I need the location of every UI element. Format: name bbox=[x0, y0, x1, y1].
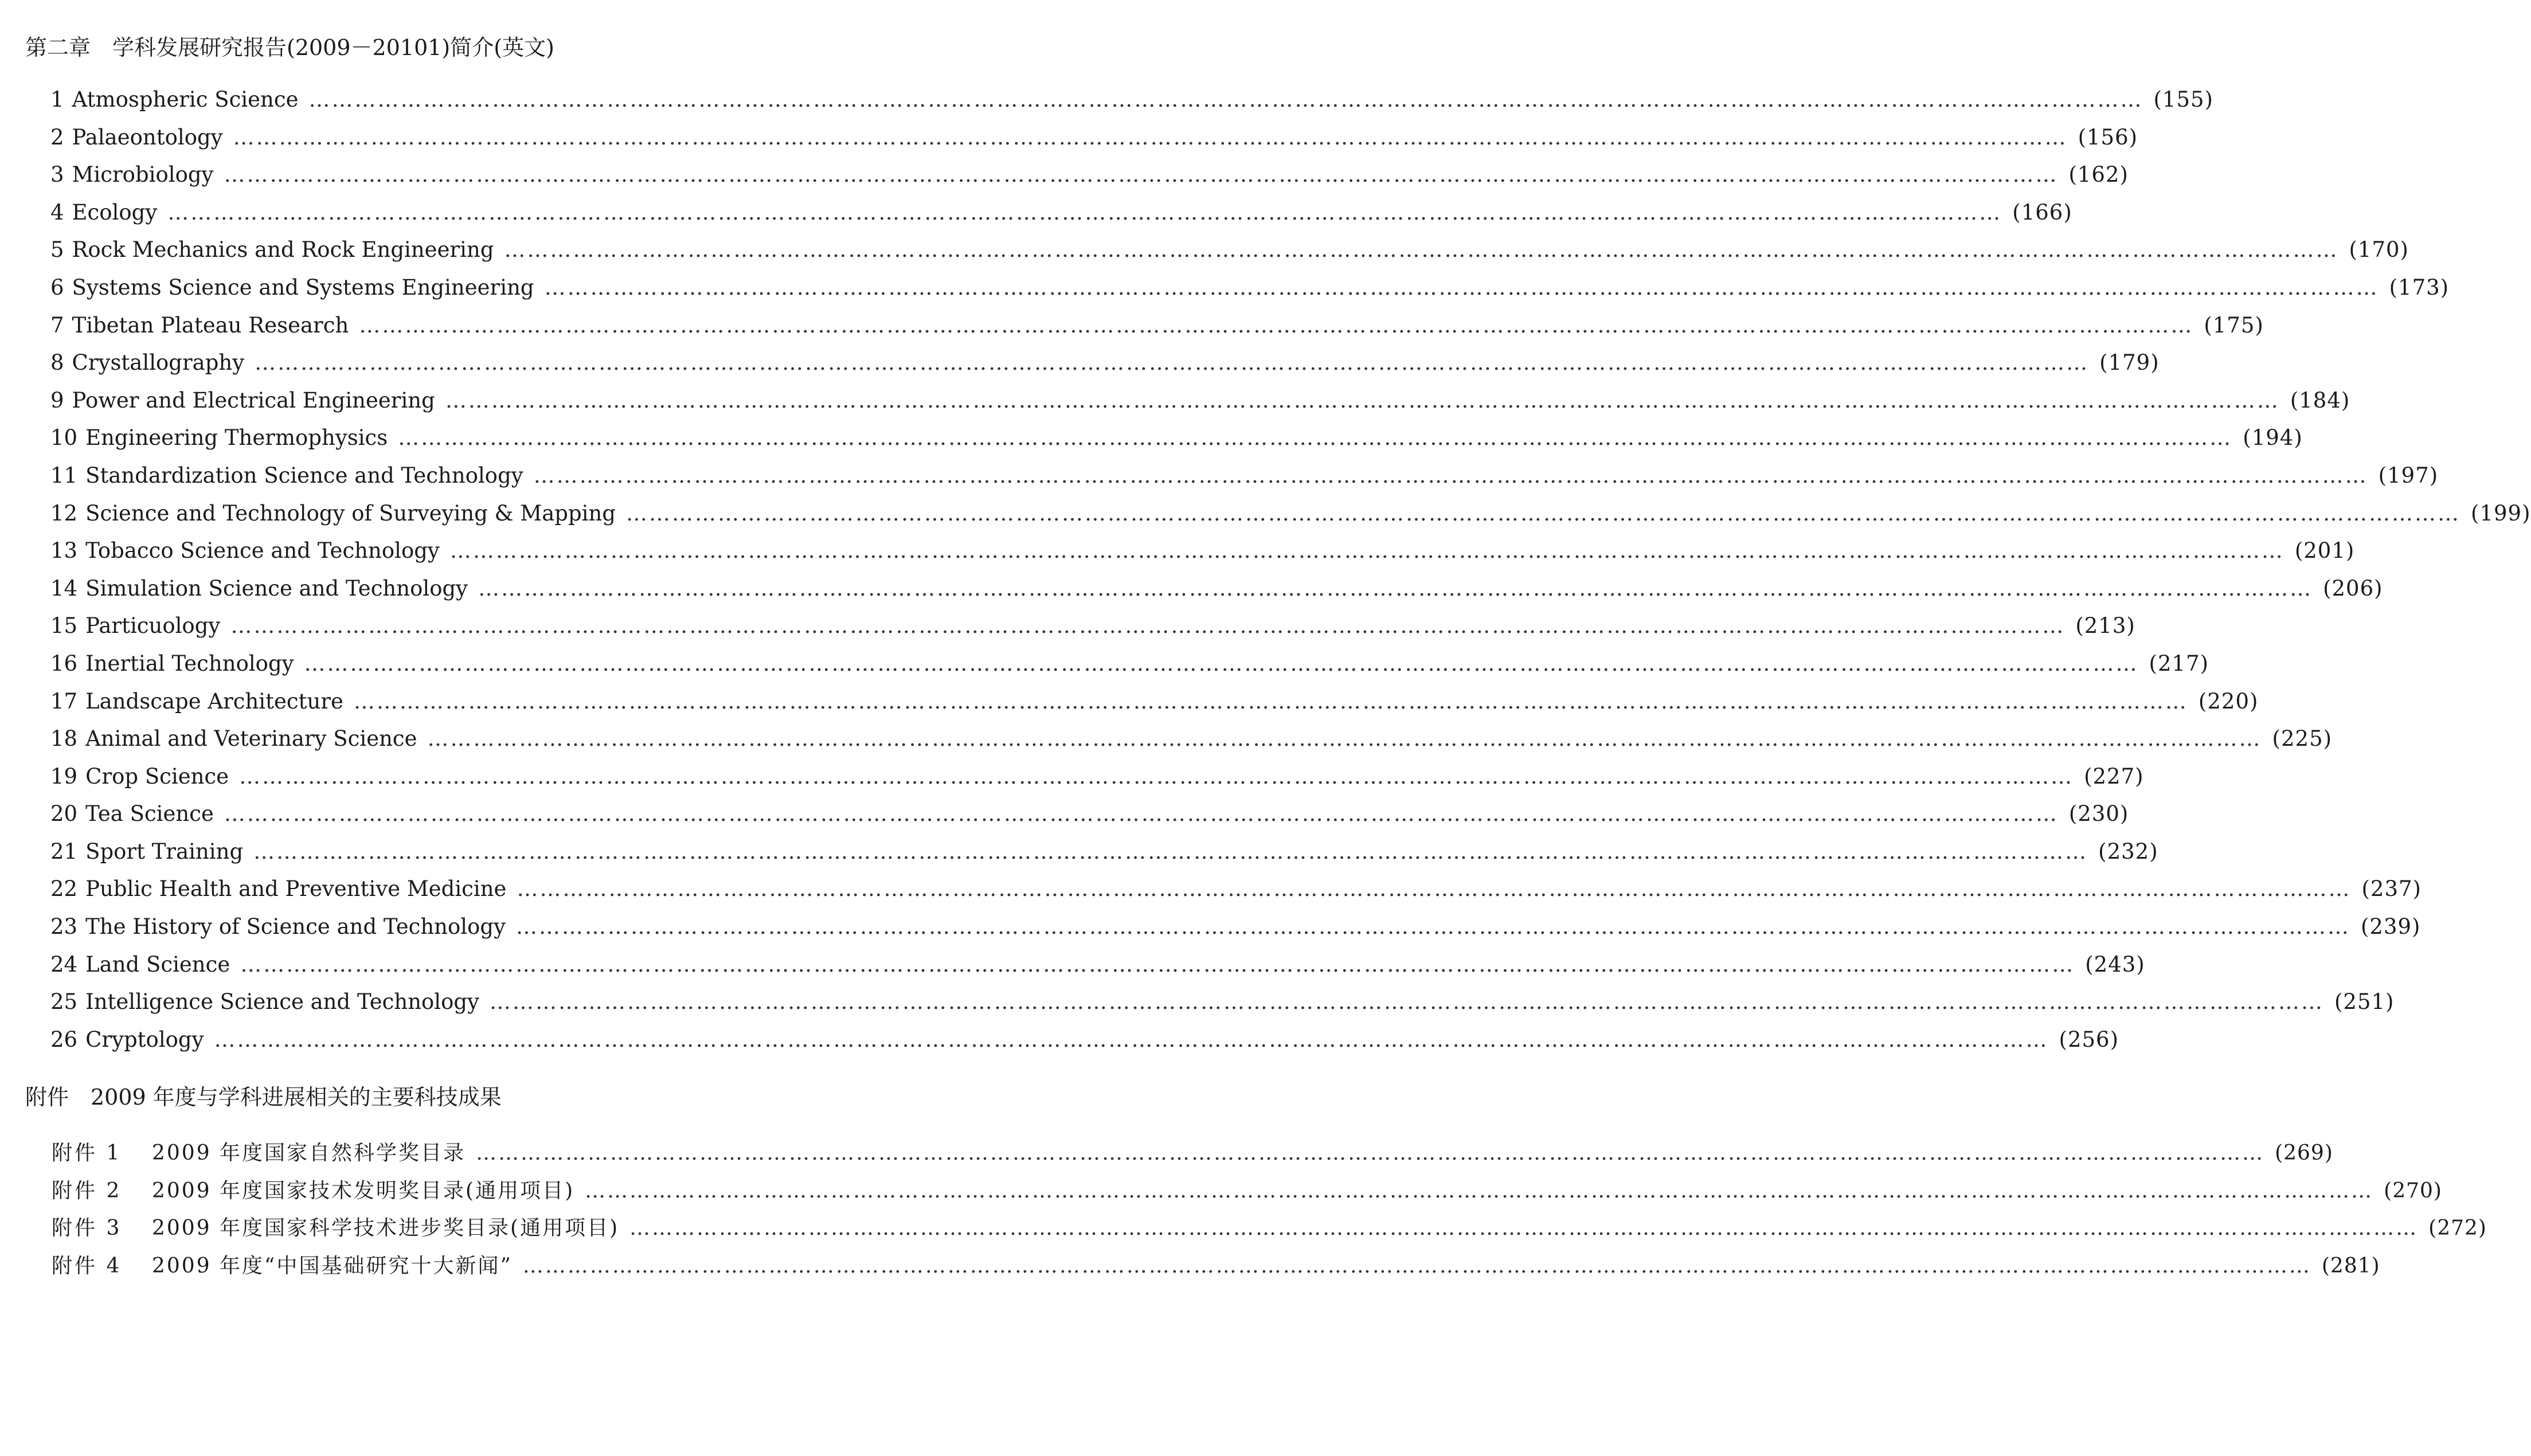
toc-list bbox=[50, 87, 2531, 1064]
toc-entry-number: 4 bbox=[50, 199, 64, 225]
dot-leader: …………………………………………………………………………………………………………………………………………………………………………………………………………………… bbox=[308, 87, 2143, 112]
toc-entry bbox=[50, 952, 2145, 990]
toc-entry bbox=[50, 425, 2303, 463]
toc-entry-page: (239) bbox=[2360, 914, 2421, 940]
toc-entry bbox=[50, 651, 2209, 689]
toc-entry-number: 12 bbox=[50, 500, 78, 526]
toc-entry-title: Animal and Veterinary Science bbox=[85, 726, 417, 752]
toc-entry-title: Particuology bbox=[85, 613, 221, 639]
toc-entry-title: Science and Technology of Surveying & Mapping bbox=[85, 500, 616, 526]
toc-entry-number: 8 bbox=[50, 350, 64, 375]
toc-entry bbox=[50, 237, 2409, 275]
toc-entry-number: 3 bbox=[50, 162, 64, 187]
toc-entry-number: 2 bbox=[50, 124, 64, 150]
appendix-entry-title: 2009 年度国家自然科学奖目录 bbox=[152, 1141, 466, 1165]
toc-entry-title: The History of Science and Technology bbox=[85, 914, 506, 940]
dot-leader: …………………………………………………………………………………………………………………………………………………………………………………………………………………… bbox=[449, 538, 2284, 563]
appendix-entry-title: 2009 年度国家技术发明奖目录(通用项目) bbox=[152, 1179, 575, 1203]
toc-entry-title: Rock Mechanics and Rock Engineering bbox=[72, 237, 494, 263]
toc-entry-number: 16 bbox=[50, 651, 78, 676]
chapter-heading: 第二章 学科发展研究报告(2009－20101)简介(英文) bbox=[25, 35, 554, 60]
toc-entry-page: (179) bbox=[2099, 350, 2160, 375]
toc-entry bbox=[50, 801, 2129, 839]
toc-entry bbox=[50, 87, 2213, 125]
dot-leader: …………………………………………………………………………………………………………………………………………………………………………………………………………………… bbox=[517, 876, 2352, 902]
toc-entry bbox=[50, 500, 2531, 539]
toc-entry-number: 1 bbox=[50, 87, 64, 112]
toc-entry-title: Power and Electrical Engineering bbox=[72, 388, 435, 413]
toc-entry-title: Palaeontology bbox=[72, 124, 223, 150]
appendix-heading: 附件 2009 年度与学科进展相关的主要科技成果 bbox=[25, 1085, 502, 1110]
toc-entry-title: Tobacco Science and Technology bbox=[85, 538, 440, 563]
dot-leader: …………………………………………………………………………………………………………………………………………………………………………………………………………………… bbox=[504, 237, 2339, 263]
toc-entry-title: Atmospheric Science bbox=[72, 87, 299, 112]
toc-entry-number: 9 bbox=[50, 388, 64, 413]
toc-entry-number: 7 bbox=[50, 312, 64, 338]
dot-leader: …………………………………………………………………………………………………………………………………………………………………………………………………………………… bbox=[253, 839, 2088, 864]
toc-entry-number: 6 bbox=[50, 275, 64, 300]
toc-entry-title: Public Health and Preventive Medicine bbox=[85, 876, 507, 902]
toc-entry bbox=[50, 914, 2421, 952]
toc-entry-page: (201) bbox=[2294, 538, 2355, 563]
toc-entry-number: 22 bbox=[50, 876, 78, 902]
appendix-entry bbox=[52, 1137, 2333, 1175]
dot-leader: …………………………………………………………………………………………………………………………………………………………………………………………………………………… bbox=[233, 124, 2068, 150]
toc-entry-number: 13 bbox=[50, 538, 78, 563]
toc-entry-number: 26 bbox=[50, 1027, 78, 1052]
dot-leader: …………………………………………………………………………………………………………………………………………………………………………………………………………………… bbox=[353, 688, 2188, 714]
appendix-entry-title: 2009 年度国家科学技术进步奖目录(通用项目) bbox=[152, 1216, 620, 1240]
toc-entry bbox=[50, 538, 2355, 576]
toc-entry bbox=[50, 989, 2395, 1027]
dot-leader: …………………………………………………………………………………………………………………………………………………………………………………………………………………… bbox=[214, 1027, 2049, 1052]
toc-entry-number: 19 bbox=[50, 764, 78, 789]
dot-leader: …………………………………………………………………………………………………………………………………………………………………………………………………………………… bbox=[240, 952, 2075, 977]
toc-entry-number: 14 bbox=[50, 576, 78, 601]
dot-leader: …………………………………………………………………………………………………………………………………………………………………………………………………………………… bbox=[427, 726, 2262, 752]
dot-leader: …………………………………………………………………………………………………………………………………………………………………………………………………………………… bbox=[626, 500, 2461, 526]
toc-entry-page: (156) bbox=[2078, 124, 2138, 150]
toc-entry-page: (206) bbox=[2323, 576, 2383, 601]
toc-entry-title: Cryptology bbox=[85, 1027, 204, 1052]
toc-entry-page: (184) bbox=[2290, 388, 2350, 413]
toc-entry-page: (243) bbox=[2085, 952, 2145, 977]
toc-entry-title: Crop Science bbox=[85, 764, 229, 789]
appendix-entry bbox=[52, 1212, 2487, 1250]
toc-entry-page: (194) bbox=[2243, 425, 2303, 451]
toc-entry-title: Tea Science bbox=[85, 801, 214, 827]
toc-entry-page: (173) bbox=[2389, 275, 2450, 300]
toc-entry-title: Land Science bbox=[85, 952, 230, 977]
dot-leader: …………………………………………………………………………………………………………………………………………………………………………………………………………………… bbox=[224, 801, 2059, 827]
dot-leader: …………………………………………………………………………………………………………………………………………………………………………………………………………………… bbox=[224, 162, 2059, 187]
toc-entry-page: (166) bbox=[2012, 199, 2072, 225]
toc-entry bbox=[50, 199, 2072, 238]
toc-entry bbox=[50, 764, 2144, 802]
toc-entry-title: Ecology bbox=[72, 199, 158, 225]
dot-leader: …………………………………………………………………………………………………………………………………………………………………………………………………………………… bbox=[585, 1179, 2374, 1203]
dot-leader: …………………………………………………………………………………………………………………………………………………………………………………………………………………… bbox=[304, 651, 2139, 676]
toc-entry-page: (170) bbox=[2349, 237, 2409, 263]
appendix-entry-page: (272) bbox=[2428, 1216, 2487, 1240]
toc-entry-page: (232) bbox=[2098, 839, 2158, 864]
toc-entry-number: 23 bbox=[50, 914, 78, 940]
toc-entry bbox=[50, 839, 2158, 877]
dot-leader: …………………………………………………………………………………………………………………………………………………………………………………………………………………… bbox=[533, 463, 2368, 488]
toc-entry-title: Standardization Science and Technology bbox=[85, 463, 523, 488]
dot-leader: …………………………………………………………………………………………………………………………………………………………………………………………………………………… bbox=[522, 1254, 2311, 1278]
toc-entry bbox=[50, 613, 2135, 651]
toc-entry-page: (237) bbox=[2361, 876, 2422, 902]
toc-entry-page: (256) bbox=[2059, 1027, 2119, 1052]
appendix-entry-page: (281) bbox=[2321, 1254, 2380, 1278]
dot-leader: …………………………………………………………………………………………………………………………………………………………………………………………………………………… bbox=[478, 576, 2313, 601]
toc-entry bbox=[50, 688, 2259, 727]
dot-leader: …………………………………………………………………………………………………………………………………………………………………………………………………………………… bbox=[239, 764, 2074, 789]
toc-entry bbox=[50, 1027, 2119, 1065]
dot-leader: …………………………………………………………………………………………………………………………………………………………………………………………………………………… bbox=[476, 1141, 2265, 1165]
appendix-entry-label: 附件 3 bbox=[52, 1216, 122, 1240]
toc-entry-page: (251) bbox=[2334, 989, 2395, 1015]
toc-entry-page: (197) bbox=[2378, 463, 2439, 488]
appendix-entry-label: 附件 1 bbox=[52, 1141, 122, 1165]
toc-entry bbox=[50, 388, 2350, 426]
appendix-entry-page: (269) bbox=[2275, 1141, 2333, 1165]
toc-entry-page: (199) bbox=[2471, 500, 2531, 526]
toc-entry-number: 20 bbox=[50, 801, 78, 827]
toc-entry bbox=[50, 876, 2422, 914]
toc-entry-number: 25 bbox=[50, 989, 78, 1015]
toc-entry-page: (227) bbox=[2084, 764, 2144, 789]
toc-entry bbox=[50, 275, 2450, 313]
toc-entry-number: 15 bbox=[50, 613, 78, 639]
dot-leader: …………………………………………………………………………………………………………………………………………………………………………………………………………………… bbox=[255, 350, 2090, 375]
toc-entry-title: Crystallography bbox=[72, 350, 245, 375]
toc-entry-title: Landscape Architecture bbox=[85, 688, 343, 714]
toc-entry-page: (213) bbox=[2075, 613, 2135, 639]
toc-entry-number: 11 bbox=[50, 463, 78, 488]
appendix-entry bbox=[52, 1175, 2442, 1212]
toc-entry-page: (162) bbox=[2068, 162, 2129, 187]
appendix-entry-label: 附件 4 bbox=[52, 1254, 122, 1278]
toc-entry-page: (225) bbox=[2272, 726, 2333, 752]
toc-entry bbox=[50, 576, 2383, 614]
toc-entry bbox=[50, 726, 2333, 764]
toc-entry-number: 24 bbox=[50, 952, 78, 977]
toc-entry-page: (220) bbox=[2198, 688, 2259, 714]
toc-entry-page: (155) bbox=[2153, 87, 2213, 112]
appendix-entry-page: (270) bbox=[2384, 1179, 2442, 1203]
toc-entry-title: Systems Science and Systems Engineering bbox=[72, 275, 534, 300]
appendix-entry bbox=[52, 1250, 2380, 1287]
dot-leader: …………………………………………………………………………………………………………………………………………………………………………………………………………………… bbox=[398, 425, 2233, 451]
toc-entry bbox=[50, 124, 2138, 163]
toc-entry bbox=[50, 350, 2160, 388]
toc-entry-title: Inertial Technology bbox=[85, 651, 294, 676]
toc-entry-title: Microbiology bbox=[72, 162, 214, 187]
toc-entry-number: 17 bbox=[50, 688, 78, 714]
toc-entry-title: Intelligence Science and Technology bbox=[85, 989, 479, 1015]
dot-leader: …………………………………………………………………………………………………………………………………………………………………………………………………………………… bbox=[629, 1216, 2419, 1240]
toc-entry bbox=[50, 312, 2264, 351]
appendix-entry-title: 2009 年度“中国基础研究十大新闻” bbox=[152, 1254, 513, 1278]
toc-entry-number: 5 bbox=[50, 237, 64, 263]
appendix-entry-label: 附件 2 bbox=[52, 1179, 122, 1203]
toc-entry-title: Tibetan Plateau Research bbox=[72, 312, 349, 338]
dot-leader: …………………………………………………………………………………………………………………………………………………………………………………………………………………… bbox=[359, 312, 2194, 338]
dot-leader: …………………………………………………………………………………………………………………………………………………………………………………………………………………… bbox=[445, 388, 2280, 413]
dot-leader: …………………………………………………………………………………………………………………………………………………………………………………………………………………… bbox=[544, 275, 2379, 300]
dot-leader: …………………………………………………………………………………………………………………………………………………………………………………………………………………… bbox=[230, 613, 2066, 639]
dot-leader: …………………………………………………………………………………………………………………………………………………………………………………………………………………… bbox=[167, 199, 2002, 225]
toc-entry-title: Simulation Science and Technology bbox=[85, 576, 468, 601]
appendix-list bbox=[52, 1137, 2487, 1287]
toc-entry-title: Sport Training bbox=[85, 839, 244, 864]
toc-entry bbox=[50, 463, 2439, 501]
toc-entry-title: Engineering Thermophysics bbox=[85, 425, 388, 451]
dot-leader: …………………………………………………………………………………………………………………………………………………………………………………………………………………… bbox=[490, 989, 2324, 1015]
toc-entry-number: 10 bbox=[50, 425, 78, 451]
toc-entry-page: (175) bbox=[2204, 312, 2264, 338]
toc-entry-page: (217) bbox=[2149, 651, 2209, 676]
dot-leader: …………………………………………………………………………………………………………………………………………………………………………………………………………………… bbox=[515, 914, 2350, 940]
toc-entry-number: 18 bbox=[50, 726, 78, 752]
toc-entry-number: 21 bbox=[50, 839, 78, 864]
toc-entry-page: (230) bbox=[2068, 801, 2129, 827]
toc-entry bbox=[50, 162, 2129, 200]
